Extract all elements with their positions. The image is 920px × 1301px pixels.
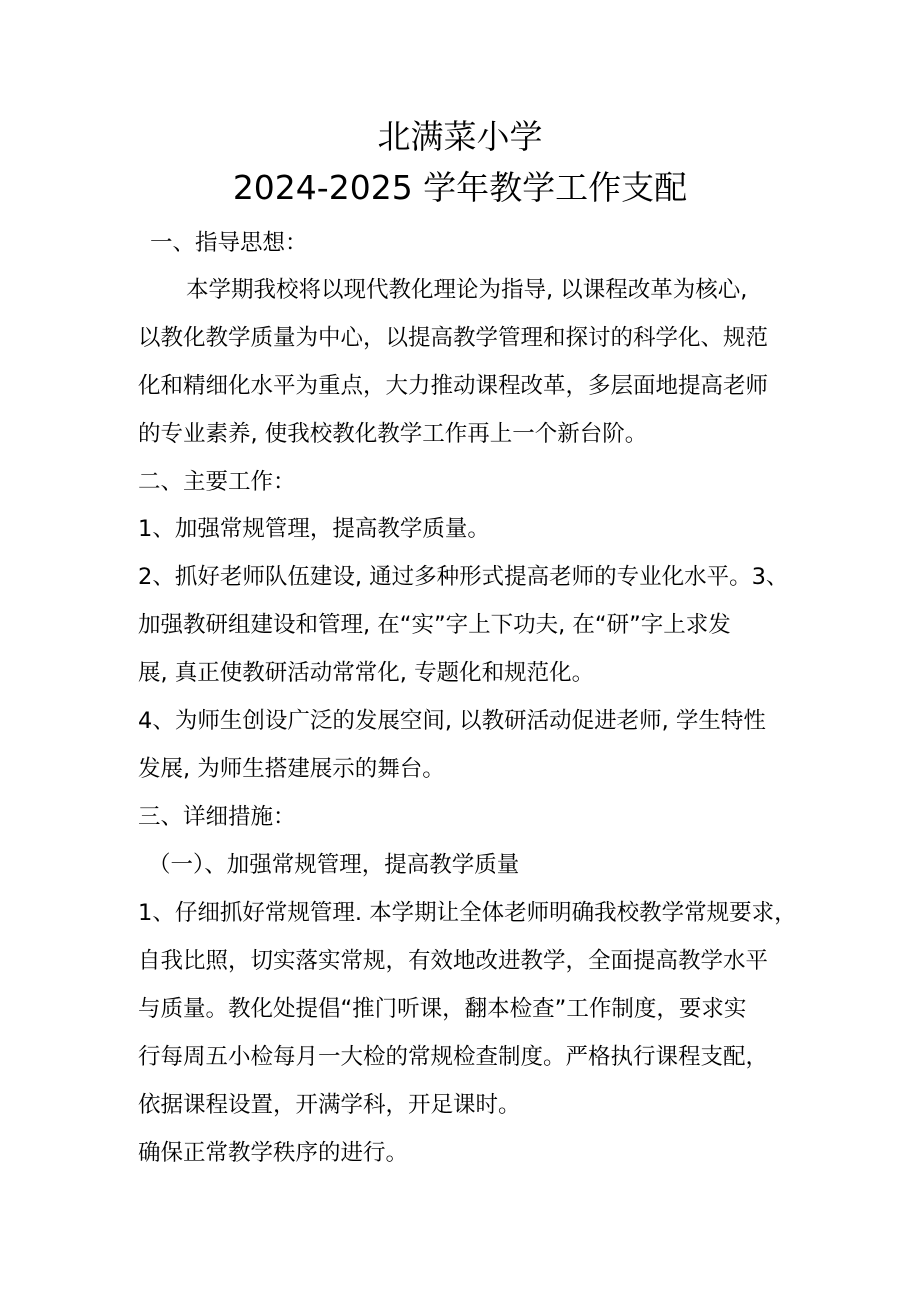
list-item: 1、仔细抓好常规管理. 本学期让全体老师明确我校教学常规要求， [138, 900, 797, 926]
paragraph-line: 的专业素养, 使我校教化教学工作再上一个新台阶。 [138, 421, 648, 447]
paragraph-line: 行每周五小检每月一大检的常规检查制度。严格执行课程支配， [138, 1044, 769, 1070]
section-heading-guiding-ideology: 一、指导思想： [150, 230, 308, 256]
plan-title: 2024-2025 学年教学工作支配 [232, 168, 688, 207]
subsection-heading: （一）、加强常规管理，提高教学质量 [148, 852, 520, 878]
paragraph-line: 确保正常教学秩序的进行。 [138, 1140, 409, 1166]
paragraph-line: 发展, 为师生搭建展示的舞台。 [138, 756, 445, 782]
school-name-title: 北满菜小学 [377, 117, 543, 156]
paragraph-line: 自我比照，切实落实常规，有效地改进教学，全面提高教学水平 [138, 948, 769, 974]
paragraph-line: 依据课程设置，开满学科，开足课时。 [138, 1092, 521, 1118]
paragraph-line: 展, 真正使教研活动常常化, 专题化和规范化。 [138, 660, 595, 686]
section-heading-main-work: 二、主要工作： [138, 469, 296, 495]
paragraph-line: 本学期我校将以现代教化理论为指导, 以课程改革为核心, [186, 277, 748, 303]
section-heading-measures: 三、详细措施： [138, 804, 296, 830]
paragraph-line: 与质量。教化处提倡“推门听课，翻本检查”工作制度，要求实 [138, 996, 747, 1022]
paragraph-line: 加强教研组建设和管理, 在“实”字上下功夫, 在“研”字上求发 [138, 612, 731, 638]
paragraph-line: 化和精细化水平为重点，大力推动课程改革，多层面地提高老师 [138, 373, 769, 399]
list-item: 1、加强常规管理，提高教学质量。 [138, 516, 490, 542]
paragraph-line: 以教化教学质量为中心，以提高教学管理和探讨的科学化、规范 [138, 325, 769, 351]
list-item: 4、为师生创设广泛的发展空间, 以教研活动促进老师, 学生特性 [138, 708, 766, 734]
list-item: 2、抓好老师队伍建设, 通过多种形式提高老师的专业化水平。3、 [138, 564, 789, 590]
